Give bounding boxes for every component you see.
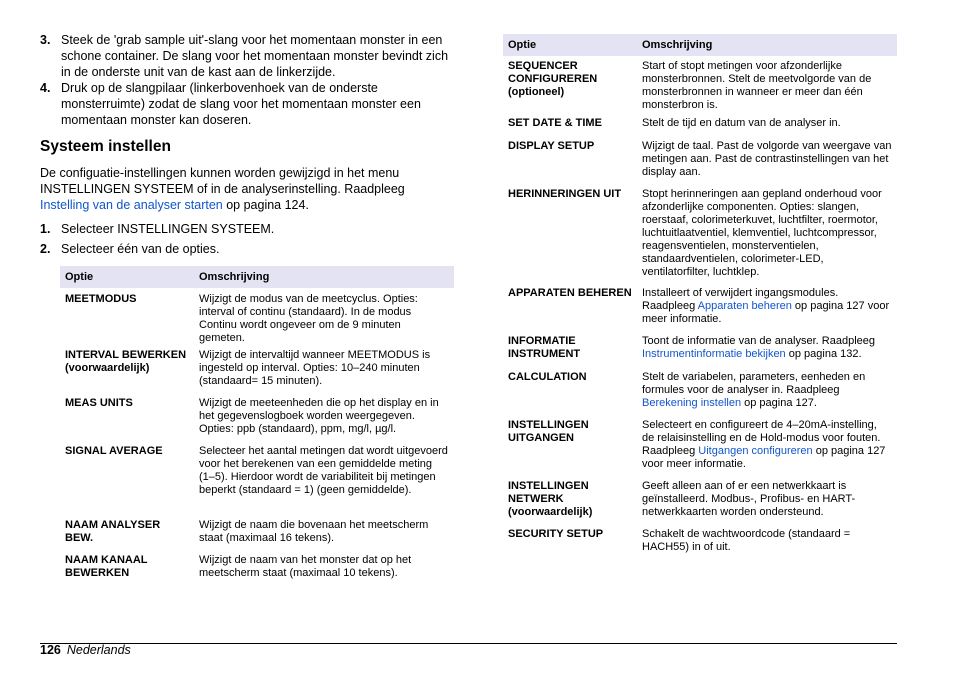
- table-row: [503, 56, 897, 117]
- intro-paragraph: [40, 165, 456, 213]
- table-row: [503, 117, 897, 140]
- option-description: Schakelt de wachtwoordcode (standaard = HACH55) in of uit.: [642, 528, 851, 553]
- option-description: [637, 419, 897, 480]
- options-table-left: [60, 266, 454, 580]
- option-name: SECURITY SETUP: [508, 528, 604, 540]
- table-row: [503, 287, 897, 335]
- option-description: [637, 335, 897, 371]
- option-description: Geeft alleen aan of er een netwerkkaart is geïnstalleerd. Modbus-, Profibus- en HART-netwerkkaarten worden ondersteund.: [642, 480, 856, 518]
- option-description: Stopt herinneringen aan gepland onderhoud voor afzonderlijke componenten. Opties: slangen, roerstaaf, colorimeterkuvet, luchtfilter, roermotor, luchtuitlaatventiel, klemventiel, luchtcompressor, reagensventielen, monsterventielen, standaardventielen, colorimeter-LED, ventilatorfilter, luchtklep.: [642, 188, 882, 278]
- intro-text: De configuatie-instellingen kunnen worden gewijzigd in het menu INSTELLINGEN SYSTEEM of in de analyserinstelling. Raadpleeg: [40, 166, 405, 196]
- step-number: 4.: [40, 81, 51, 95]
- option-description: Selecteer het aantal metingen dat wordt uitgevoerd voor het berekenen van een gemiddelde meting (1–5). Hierdoor wordt de variabiliteit bij metingen beperkt (standaard = 1) (geen gemiddelde).: [199, 445, 448, 496]
- option-name: DISPLAY SETUP: [508, 140, 595, 152]
- desc-text: Stelt de variabelen, parameters, eenheden en formules voor de analyser in. Raadpleeg: [642, 371, 866, 396]
- desc-link[interactable]: Apparaten beheren: [697, 300, 792, 312]
- desc-suffix: op pagina 127 voor meer informatie.: [642, 445, 886, 470]
- desc-link[interactable]: Uitgangen configureren: [698, 445, 813, 457]
- table-row: [503, 188, 897, 287]
- table-row: [503, 335, 897, 371]
- header-option: Optie: [60, 266, 194, 288]
- option-description: [637, 371, 897, 419]
- step-number: 2.: [40, 242, 51, 256]
- option-description: Wijzigt de naam van het monster dat op het meetscherm staat (maximaal 10 tekens).: [199, 554, 412, 579]
- table-header-row: [60, 266, 454, 288]
- option-name: SEQUENCER CONFIGUREREN (optioneel): [508, 60, 598, 98]
- option-name: INSTELLINGEN UITGANGEN: [508, 419, 589, 444]
- option-name: CALCULATION: [508, 371, 587, 383]
- table-row: [60, 349, 454, 397]
- table-row: [503, 528, 897, 554]
- table-row: [60, 554, 454, 580]
- desc-text: Installeert of verwijdert ingangsmodules. Raadpleeg: [642, 287, 839, 312]
- option-description: Wijzigt de modus van de meetcyclus. Opties: interval of continu (standaard). In de modus Continu wordt ongeveer om de 9 minuten gemeten.: [199, 293, 418, 344]
- step-text: Druk op de slangpilaar (linkerbovenhoek van de onderste monsterruimte) zodat de slang voor het momentaan monster een momentaan monster kan doseren.: [61, 81, 421, 127]
- step-4: [40, 80, 456, 128]
- intro-suffix: op pagina 124.: [222, 198, 309, 212]
- table-row: [60, 397, 454, 445]
- header-option: Optie: [503, 34, 637, 56]
- desc-suffix: op pagina 127.: [741, 397, 817, 409]
- step-1: [40, 221, 456, 237]
- desc-text: Selecteert en configureert de 4–20mA-instelling, de relaisinstelling en de Hold-modus voor fouten. Raadpleeg: [642, 419, 881, 457]
- option-description: Wijzigt de taal. Past de volgorde van weergave van metingen aan. Past de contrastinstellingen van het display aan.: [642, 140, 892, 178]
- options-table-right: [503, 34, 897, 554]
- desc-suffix: op pagina 127 voor meer informatie.: [642, 300, 890, 325]
- option-description: Wijzigt de meeteenheden die op het display en in het gegevenslogboek worden weergegeven. Opties: ppb (standaard), ppm, mg/l, µg/l.: [199, 397, 439, 435]
- desc-suffix: op pagina 132.: [785, 348, 862, 360]
- header-description: Omschrijving: [194, 266, 454, 288]
- table-row: [503, 140, 897, 188]
- footer-language: Nederlands: [66, 643, 131, 657]
- option-name: INFORMATIE INSTRUMENT: [508, 335, 581, 360]
- option-name: HERINNERINGEN UIT: [508, 188, 622, 200]
- step-text: Selecteer één van de opties.: [61, 242, 220, 256]
- table-row: [60, 288, 454, 349]
- option-name: SET DATE & TIME: [508, 117, 602, 129]
- step-2: [40, 241, 456, 257]
- table-row: [60, 445, 454, 519]
- option-description: [637, 287, 897, 335]
- desc-link[interactable]: Instrumentinformatie bekijken: [642, 348, 786, 360]
- table-row: [503, 480, 897, 528]
- page-footer: [40, 643, 131, 657]
- table-row: [503, 419, 897, 480]
- header-description: Omschrijving: [637, 34, 897, 56]
- option-description: Start of stopt metingen voor afzonderlijke monsterbronnen. Stelt de meetvolgorde van de monsterbronnen in wanneer er meer dan één monsterbron is.: [642, 60, 872, 111]
- step-number: 1.: [40, 222, 51, 236]
- option-name: SIGNAL AVERAGE: [65, 445, 163, 457]
- table-header-row: [503, 34, 897, 56]
- option-description: Wijzigt de naam die bovenaan het meetscherm staat (maximaal 16 tekens).: [199, 519, 429, 544]
- step-text: Steek de 'grab sample uit'-slang voor het momentaan monster in een schone container. De slang voor het momentaan monster bevindt zich in de onderste unit van de kast aan de linkerzijde.: [61, 33, 449, 79]
- option-name: MEAS UNITS: [65, 397, 133, 409]
- footer-divider: [40, 643, 897, 644]
- step-number: 3.: [40, 33, 51, 47]
- option-name: INSTELLINGEN NETWERK (voorwaardelijk): [508, 480, 593, 518]
- option-description: Stelt de tijd en datum van de analyser in.: [642, 117, 841, 129]
- desc-link[interactable]: Berekening instellen: [642, 397, 742, 409]
- option-name: INTERVAL BEWERKEN (voorwaardelijk): [65, 349, 187, 374]
- section-heading: Systeem instellen: [40, 138, 171, 155]
- step-text: Selecteer INSTELLINGEN SYSTEEM.: [61, 222, 275, 236]
- table-row: [503, 371, 897, 419]
- option-name: MEETMODUS: [65, 293, 137, 305]
- option-description: Wijzigt de intervaltijd wanneer MEETMODUS is ingesteld op interval. Opties: 10–240 minuten (standaard= 15 minuten).: [199, 349, 431, 387]
- table-row: [60, 519, 454, 554]
- intro-link[interactable]: Instelling van de analyser starten: [40, 198, 223, 212]
- option-name: NAAM KANAAL BEWERKEN: [65, 554, 148, 579]
- page-number: 126: [40, 643, 61, 657]
- option-name: NAAM ANALYSER BEW.: [65, 519, 161, 544]
- option-name: APPARATEN BEHEREN: [508, 287, 632, 299]
- step-3: [40, 32, 456, 80]
- desc-text: Toont de informatie van de analyser. Raadpleeg: [642, 335, 875, 347]
